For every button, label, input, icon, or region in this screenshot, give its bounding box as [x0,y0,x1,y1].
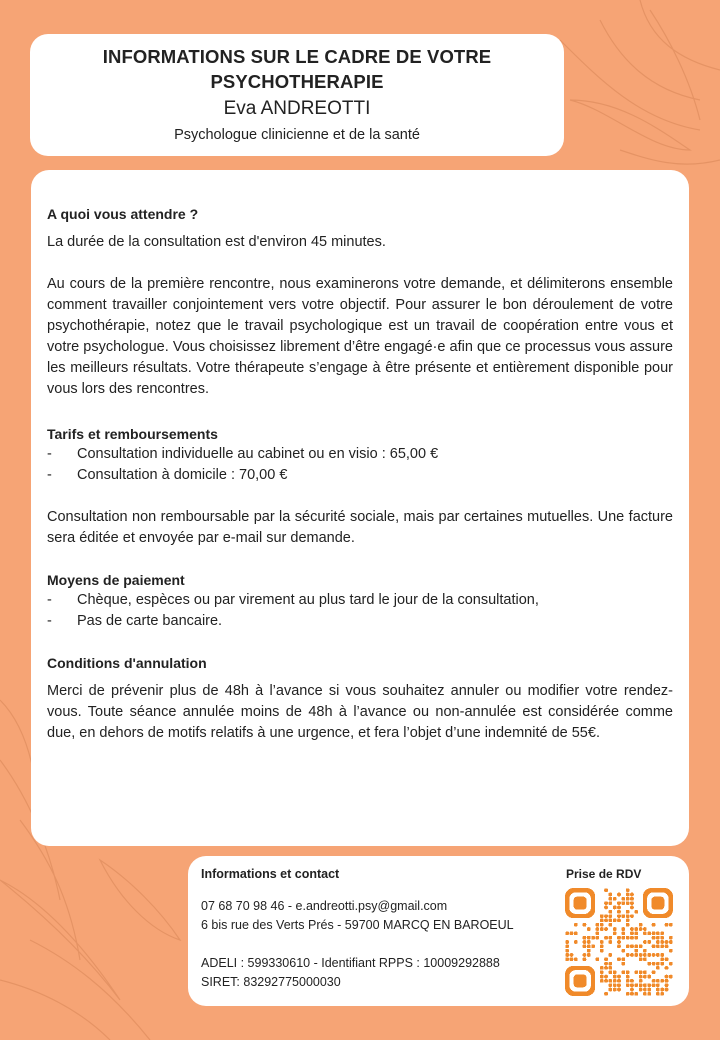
tarifs-list [47,444,673,486]
contact-card [188,856,689,1006]
list-item: - Consultation à domicile : 70,00 € [47,465,673,486]
header-card [30,34,564,156]
list-item: - Chèque, espèces ou par virement au plus tard le jour de la consultation, [47,590,673,611]
list-item: - Pas de carte bancaire. [47,611,673,632]
siret: SIRET: 83292775000030 [201,975,341,989]
practitioner-title: Psychologue clinicienne et de la santé [174,127,420,143]
page-title-line-2: PSYCHOTHERAPIE [210,71,384,92]
section-title-expect: A quoi vous attendre ? [47,206,199,222]
reimbursement-note: Consultation non remboursable par la sécurité sociale, mais par certaines mutuelles. Une facture sera éditée et envoyée par e-mail sur demande. [47,509,673,546]
section-title-payment: Moyens de paiement [47,572,185,588]
contact-title: Informations et contact [201,867,340,881]
cancellation-text: Merci de prévenir plus de 48h à l’avance si vous souhaitez annuler ou modifier votre rendez-vous. Toute séance annulée moins de 48h à l’avance ou non-annulée est considérée comme due, en dehors de motifs relatifs à une urgence, et fera l’objet d’une indemnité de 55€. [47,683,673,741]
section-title-cancel: Conditions d'annulation [47,655,207,671]
main-content-card [31,170,689,846]
list-item: - Consultation individuelle au cabinet ou en visio : 65,00 € [47,444,673,465]
payment-list [47,590,673,632]
adeli-rpps: ADELI : 599330610 - Identifiant RPPS : 10009292888 [201,956,500,970]
first-meeting-text: Au cours de la première rencontre, nous examinerons votre demande, et délimiterons ensemble comment travailler conjointement vers votre objectif. Pour assurer le bon déroulement de votre psychothérapie, notez que le travail psychologique est un travail de coopération entre vous et votre psychologue. Vous choisissez librement d’être engagé·e afin que ce processus vous assure les meilleurs résultats. Votre thérapeute s’engage à être présente et entièrement disponible pour vous lors des rencontres. [47,276,673,397]
section-title-tarifs: Tarifs et remboursements [47,426,218,442]
phone-email[interactable]: 07 68 70 98 46 - e.andreotti.psy@gmail.com [201,899,448,913]
practitioner-name: Eva ANDREOTTI [223,98,371,119]
qr-code-icon[interactable] [565,888,673,996]
rdv-title: Prise de RDV [566,867,642,881]
page-title-line-1: INFORMATIONS SUR LE CADRE DE VOTRE [102,46,492,67]
duration-text: La durée de la consultation est d'environ 45 minutes. [47,234,386,250]
address: 6 bis rue des Verts Prés - 59700 MARCQ EN BAROEUL [201,918,514,932]
